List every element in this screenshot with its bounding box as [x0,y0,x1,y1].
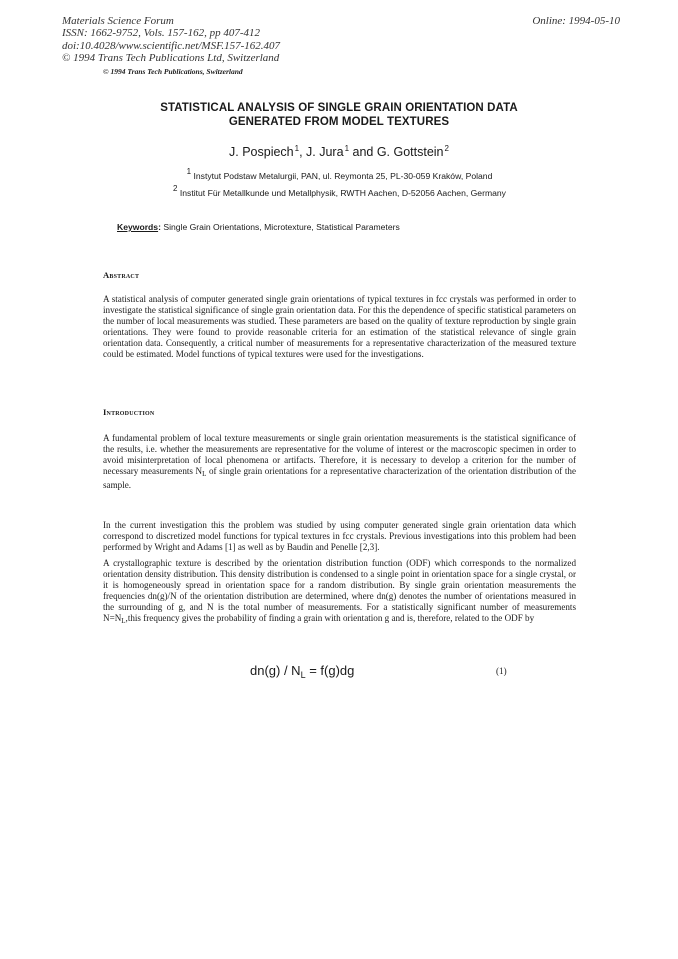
title-line-2: GENERATED FROM MODEL TEXTURES [228,116,450,128]
paragraph-text: ,this frequency gives the probability of finding a grain with orientation g and is, therefore, related to the ODF by [125,612,535,623]
introduction-paragraph-2: In the current investigation this the problem was studied by using computer generated single grain orientation data which correspond to discretized model functions for typical textures in fcc crystals. Previous investigations into this problem had been performed by Wright and Adams [1] as well as by Baudin and Penelle [2,3]. [103,520,576,552]
affiliation-1 [0,167,678,181]
introduction-paragraph-1 [103,433,576,491]
equation-1 [250,663,354,680]
author-list [0,144,678,159]
issn-line: ISSN: 1662-9752, Vols. 157-162, pp 407-412 [62,27,260,40]
introduction-heading: Introduction [103,407,155,417]
author-name: J. Pospiech [229,145,294,159]
copyright-line: © 1994 Trans Tech Publications Ltd, Switzerland [62,52,280,65]
paragraph-text: A fundamental problem of local texture measurements or single grain orientation measurements is the statistical significance of the results, i.e. whether the measurements are representative for the volume of interest or the macroscopic specimen in order to avoid misinterpretation of local phenomena or artifacts. Therefore, it is necessary to develop a criterion for the number of necessary measurements N [103,433,576,476]
journal-name: Materials Science Forum [62,15,174,27]
affiliation-marker: 1 [294,144,300,153]
keywords-label: Keywords [117,222,159,232]
publication-metadata [62,15,280,65]
author-name: , J. Jura [299,145,344,159]
title-line-1: STATISTICAL ANALYSIS OF SINGLE GRAIN ORIENTATION DATA [160,102,518,114]
abstract-heading: Abstract [103,270,140,280]
affiliation-2 [0,184,678,198]
affiliation-number: 1 [186,167,192,176]
affiliation-text: Institut Für Metallkunde und Metallphysik, RWTH Aachen, D-52056 Aachen, Germany [179,188,506,198]
author-name: and G. Gottstein [349,145,444,159]
doi-link[interactable]: doi:10.4028/www.scientific.net/MSF.157-162.407 [62,39,281,52]
affiliation-marker: 2 [444,144,449,153]
introduction-paragraph-3 [103,558,576,626]
keywords-colon: : [158,222,161,232]
paragraph-text: A crystallographic texture is described by the orientation distribution function (ODF) which corresponds to the normalized orientation density distribution. This density distribution is condensed to a single point in orientation space for a single crystal, or it is homogeneously spread in orientation space for a random distribution. By single grain orientation measurements the frequencies dn(g)/N of the orientation distribution are determined, where dn(g) denotes the number of orientations measured in the surrounding of g, and N is the total number of measurements. For a statistically significant number of measurements N=N [103,558,576,623]
affiliation-text: Instytut Podstaw Metalurgii, PAN, ul. Reymonta 25, PL-30-059 Kraków, Poland [193,171,493,181]
paper-title [0,101,678,129]
online-date: Online: 1994-05-10 [532,15,620,27]
equation-number: (1) [496,666,507,676]
publisher-copyright: © 1994 Trans Tech Publications, Switzerland [103,67,243,76]
affiliation-marker: 1 [344,144,350,153]
abstract-text: A statistical analysis of computer generated single grain orientations of typical textures in fcc crystals was performed in order to investigate the statistical significance of single grain orientation data. For this the dependence of specific statistical parameters on the number of local measurements was studied. These parameters are based on the quality of texture reproduction by single grain orientations. They were found to provide reasonable criteria for an estimation of the statistical relevance of single grain orientation data. Consequently, a critical number of measurements for a representative characterization of the measured texture could be estimated. Model functions of typical textures were used for the investigations. [103,294,576,359]
affiliation-number: 2 [173,184,178,193]
subscript: L [202,469,207,478]
keywords-text: Single Grain Orientations, Microtexture, Statistical Parameters [160,222,400,232]
paragraph-text: of single grain orientations for a representative characterization of the orientation distribution of the sample. [103,465,576,490]
equation-right: = f(g)dg [305,663,355,678]
keywords [117,222,400,232]
subscript: L [121,616,126,625]
equation-subscript: L [300,670,306,680]
equation-left: dn(g) / N [250,663,301,678]
